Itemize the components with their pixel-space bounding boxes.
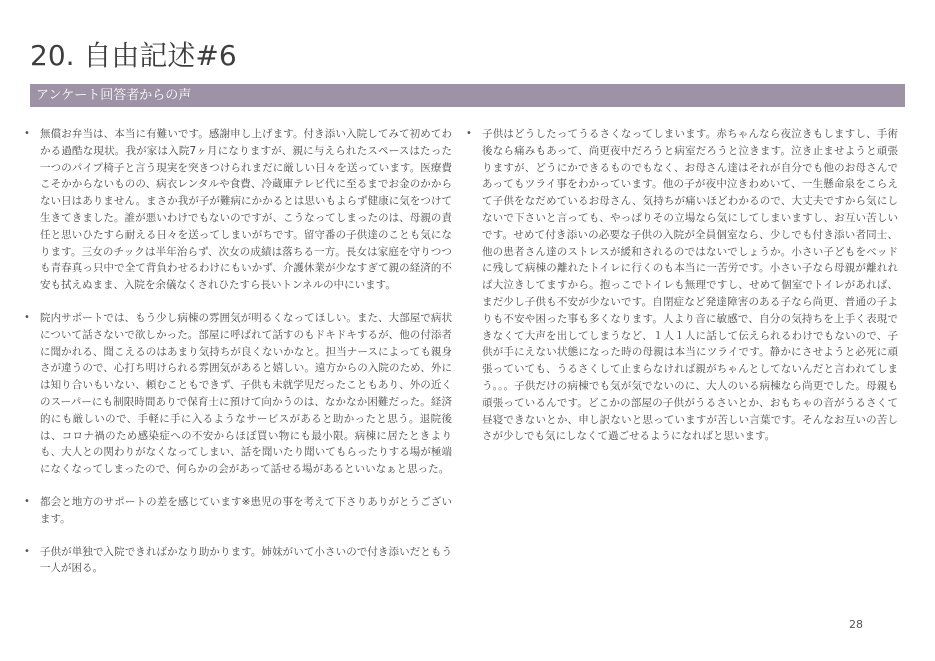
left-comment-list	[24, 126, 452, 593]
comment-item	[24, 310, 452, 478]
comment-text: 子供はどうしたってうるさくなってしまいます。赤ちゃんなら夜泣きもしますし、手術後なら痛みもあって、尚更夜中だろうと病室だろうと泣きます。泣き止ませようと頑張りますが、どうにかできるものでもなく、お母さん達はそれが自分でも他のお母さんであってもツライ事をわかっています。他の子が夜中泣きわめいて、一生懸命泉をこらえて子供をなだめているお母さん、気持ちが痛いほどわかるので、大丈夫ですから気にしないで下さいと言っても、やっぱりその立場なら気にしてしまいますし、お互い苦しいです。せめて付き添いの必要な子供の入院が全員個室なら、少しでも付き添い者同士、他の患者さん達のストレスが緩和されるのではないでしょうか。小さい子どもをベッドに残して病棟の離れたトイレに行くのも本当に一苦労です。小さい子なら母親が離れれば大泣きしてますから。抱っこでトイレも無理ですし、せめて個室でトイレがあれば、まだ少し子供も不安が少ないです。自閉症など発達障害のある子なら尚更、普通の子よりも不安や困った事も多くなります。人より音に敏感で、自分の気持ちを上手く表現できなくて大声を出してしまうなど、１人１人に話して伝えられるわけでもないので、子供が手にえない状態になった時の母親は本当にツライです。静かにさせようと必死に頑張っていても、うるさくして止まらなければ親がちゃんとしてないんだと言われてしまう。。。子供だけの病棟でも気が気でないのに、大人のいる病棟なら尚更でした。母親も頑張っているんです。どこかの部屋の子供がうるさいとか、おもちゃの音がうるさくて昼寝できないとか、申し訳ないと思っていますが苦しい言葉です。そんなお互いの苦しさが少しでも気にしなくて過ごせるようになればと思います。	[482, 128, 898, 443]
bullet-icon: •	[24, 495, 30, 507]
page-title: 20. 自由記述#6	[30, 39, 237, 72]
bullet-icon: •	[466, 128, 472, 139]
comment-item	[24, 494, 452, 528]
comment-item	[24, 126, 452, 294]
comment-text: 無償お弁当は、本当に有難いです。感謝申し上げます。付き添い入院してみて初めてわかる過酷な現状。我が家は入院7ヶ月になりますが、親に与えられたスペースはたった一つのパイプ椅子と言う現実を突きつけられまだに厳しい日々を送っています。医療費こそかからないものの、病衣レンタルや食費、冷蔵庫テレビ代に至るまでお金のかからない日はありません。まさか我が子が難病にかかるとは思いもよらず健康に気をつけて生きてきました。誰が悪いわけでもないのですが、こうなってしまったのは、母親の責任と思いひたすら耐える日々を送ってしまいがちです。留守番の子供達のことも気になります。三女のチックは半年治らず、次女の成績は落ちる一方。長女は家庭を守りつつも青春真っ只中で全て背負わせるわけにもいかず、介護休業が少なすぎて親の経済的不安も拭えぬまま、入院を余儀なくされひたすら長いトンネルの中にいます。	[40, 128, 452, 292]
comment-text: 都会と地方のサポートの差を感じています※患児の事を考えて下さりありがとうございます。	[40, 495, 452, 525]
bullet-icon: •	[24, 545, 30, 557]
comment-text: 子供が単独で入院できればかなり助かります。姉妹がいて小さいので付き添いだともう一人が困る。	[40, 545, 452, 575]
comment-text: 院内サポートでは、もう少し病棟の雰囲気が明るくなってほしい。また、大部屋で病状について話さないで欲しかった。部屋に呼ばれて話すのもドキドキするが、他の付添者に聞かれる、聞こえるのはあまり気持ちが良くないかなと。担当ナースによっても親身さが違うので、心打ち明けられる雰囲気があると嬉しい。遠方からの入院のため、外には知り合いもいない、頼むこともできず、子供も未就学児だったこともあり、外の近くのスーパーにも制限時間ありで保育士に預けて向かうのは、なかなか困難だった。経済的にも厳しいので、手軽に手に入るようなサービスがあると助かったと思う。退院後は、コロナ禍のため感染症への不安からほぼ買い物にも最小限。病棟に居たときよりも、大人との関わりがなくなってしまい、話を聞いたり聞いてもらったりする場が極端になくなってしまったので、何らかの会があって話せる場があるといいなぁと思った。	[40, 311, 452, 476]
section-banner	[30, 84, 905, 107]
bullet-icon: •	[24, 311, 30, 323]
bullet-icon: •	[24, 128, 30, 139]
comment-item	[24, 544, 452, 578]
right-comment-list	[466, 126, 898, 461]
page-number: 28	[849, 618, 863, 631]
comment-item	[466, 126, 898, 445]
banner-label: アンケート回答者からの声	[36, 88, 192, 103]
